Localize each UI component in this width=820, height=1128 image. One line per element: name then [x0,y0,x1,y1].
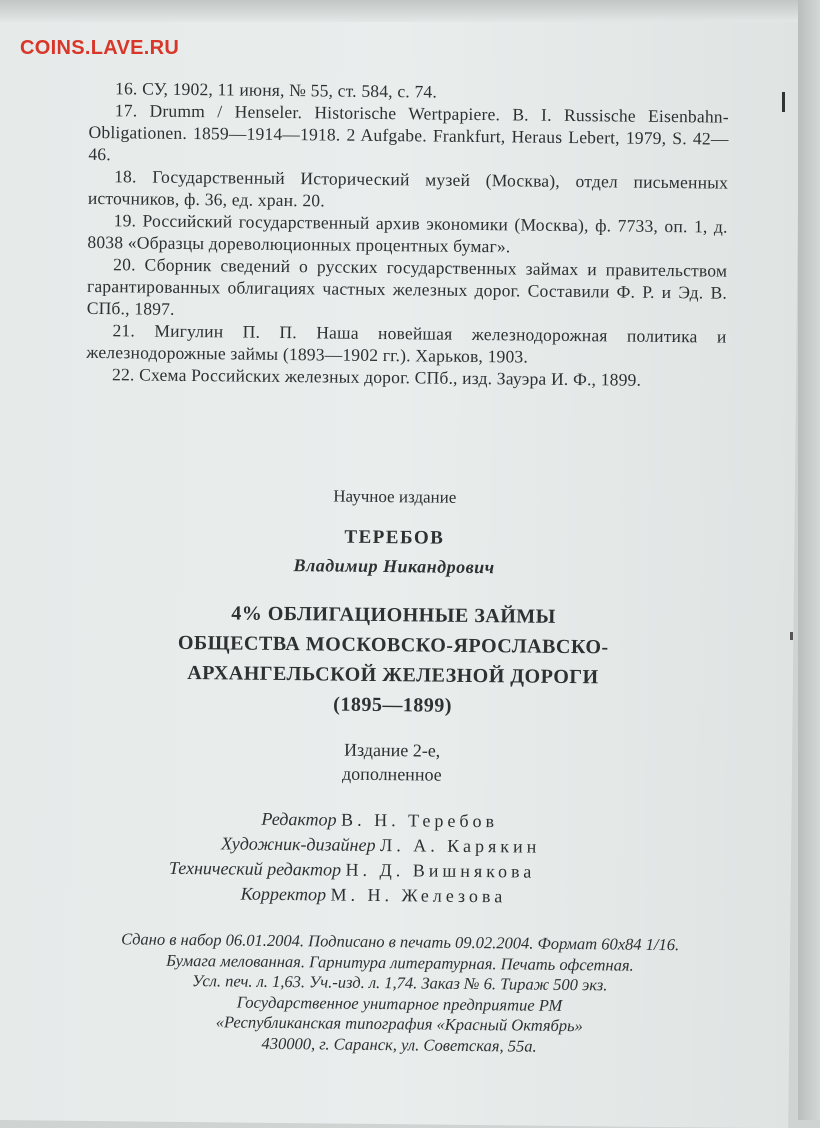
staff-name: Л. А. Карякин [379,835,541,857]
imprint-line: Государственное унитарное предприятие РМ [236,992,563,1015]
page-mark [790,632,793,640]
page-top-edge [0,0,820,22]
author-first-name: Владимир Никандрович [293,555,495,578]
staff-row [241,882,540,910]
page-mark [782,92,785,112]
staff-role: Редактор [261,808,337,830]
page-right-edge [798,0,820,1120]
imprint-line: Усл. печ. л. 1,63. Уч.-изд. л. 1,74. Заказ № 6. Тираж 500 экз. [191,971,608,995]
edition-line: дополненное [341,763,442,785]
reference-item: 20. Сборник сведений о русских государственных займах и правительством гарантированных облигациях частных железных дорог. Составили Ф. Р. и Эд. В. СПб., 1897. [86,254,728,319]
edition-line: Издание 2-е, [343,739,441,761]
reference-item: 17. Drumm / Henseler. Historische Wertpapiere. B. I. Russische Eisenbahn-Obligationen. 1859—1914—1918. 2 Aufgabe. Frankfurt, Heraus Lebert, 1979, S. 42—46. [88,100,729,165]
staff-row [221,831,540,859]
reference-item: 19. Российский государственный архив экономики (Москва), ф. 7733, оп. 1, д. 8038 «Образцы дореволюционных процентных бумаг». [87,210,728,257]
watermark-text: COINS.LAVE.RU [20,37,180,59]
staff-name: В. Н. Теребов [341,809,499,832]
staff-row [261,807,540,835]
staff-name: Н. Д. Вишнякова [345,859,536,882]
publication-type: Научное издание [333,486,457,507]
author-last-name: ТЕРЕБОВ [344,526,445,549]
staff-row [169,856,540,885]
imprint-line: Сдано в набор 06.01.2004. Подписано в печать 09.02.2004. Формат 60х84 1/16. [121,929,680,955]
title-years: (1895—1899) [333,693,453,717]
book-title [0,596,794,724]
staff-role: Художник-дизайнер [221,833,376,855]
title-line: ОБЩЕСТВА МОСКОВСКО-ЯРОСЛАВСКО- [177,631,609,659]
edition-info [0,734,792,790]
staff-role: Технический редактор [168,857,342,880]
staff-role: Корректор [240,883,327,905]
references-list [86,77,729,392]
reference-item: 21. Мигулин П. П. Наша новейшая железнодорожная политика и железнодорожные займы (1893—1902 гг.). Харьков, 1903. [86,320,727,367]
imprint-line: «Республиканская типография «Красный Октябрь» [215,1012,583,1036]
staff-credits [168,807,541,910]
reference-item: 16. СУ, 1902, 11 июня, № 55, ст. 584, с. 74. [114,78,438,102]
reference-item: 22. Схема Российских железных дорог. СПб., изд. Зауэра И. Ф., 1899. [111,364,642,390]
imprint-line: Бумага мелованная. Гарнитура литературная. Печать офсетная. [166,950,634,975]
staff-name: М. Н. Железова [330,884,507,907]
title-line: АРХАНГЕЛЬСКОЙ ЖЕЛЕЗНОЙ ДОРОГИ [187,661,599,689]
imprint-block [49,929,750,1059]
imprint-line: 430000, г. Саранск, ул. Советская, 55а. [261,1033,537,1056]
title-line: 4% ОБЛИГАЦИОННЫЕ ЗАЙМЫ [231,602,556,628]
reference-item: 18. Государственный Исторический музей (Москва), отдел письменных источников, ф. 36, ед. хран. 20. [87,166,729,211]
